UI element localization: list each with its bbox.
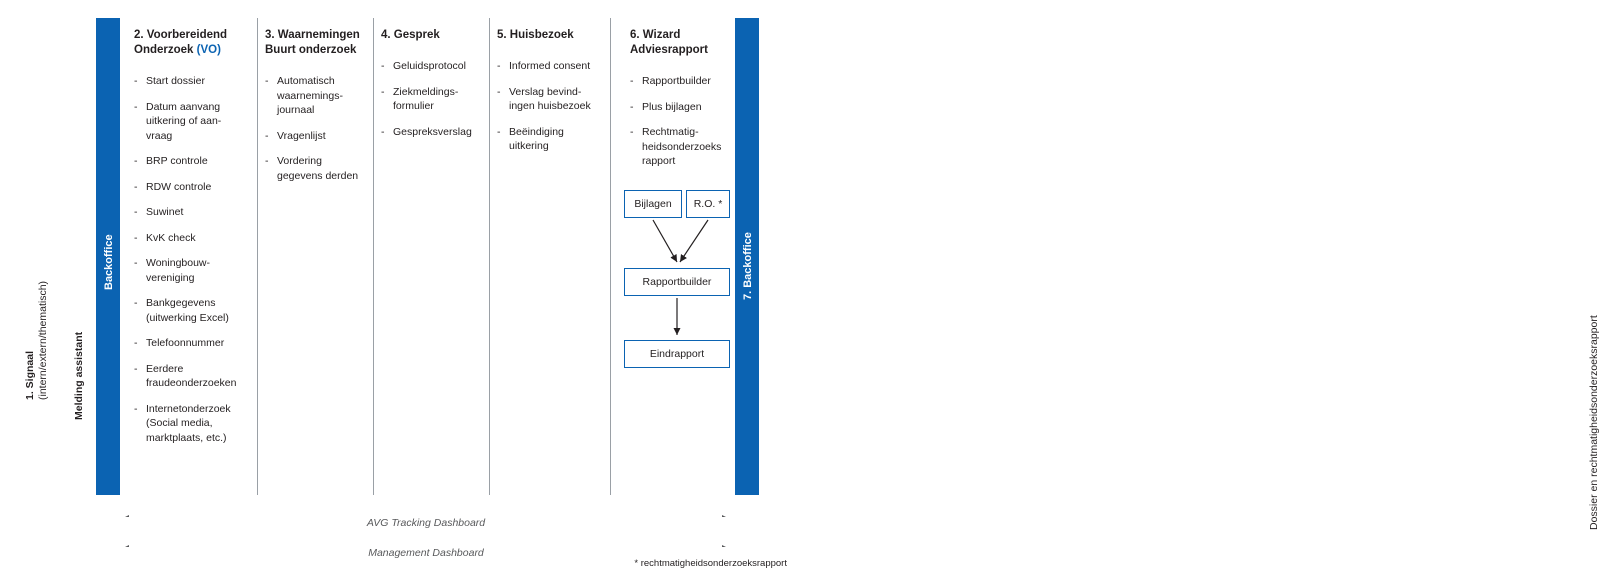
column-title-line2: Onderzoek <box>134 44 194 56</box>
list-item: - KvK check <box>134 231 246 246</box>
list-item: - Informed consent <box>497 59 605 74</box>
signal-label-group <box>10 170 90 430</box>
column-title <box>134 28 246 58</box>
list-item: - Beëindiging uitkering <box>497 125 605 154</box>
list-item: - Datum aanvang uitkering of aan-vraag <box>134 100 246 144</box>
backoffice-left-bar-label: Backoffice <box>103 234 115 290</box>
list-item: - Eerdere fraudeonderzoeken <box>134 362 246 391</box>
column-title-accent: (VO) <box>196 44 221 56</box>
melding-assistant-label: Melding assistant <box>73 331 85 420</box>
signal-title: 1. Signaal <box>24 350 36 400</box>
list-item: - Plus bijlagen <box>630 100 730 115</box>
column-title <box>381 28 485 43</box>
dashboard-label: AVG Tracking Dashboard <box>118 517 734 529</box>
column-title <box>630 28 730 58</box>
column-title-line1: 5. Huisbezoek <box>497 29 574 41</box>
column-title-line2: Adviesrapport <box>630 44 708 56</box>
list-item: - BRP controle <box>134 154 246 169</box>
flow-node-eindrapport[interactable]: Eindrapport <box>624 340 730 368</box>
list-item: - Automatisch waarnemings-journaal <box>265 74 369 118</box>
list-item: - Start dossier <box>134 74 246 89</box>
flow-node-ro[interactable]: R.O. * <box>686 190 730 218</box>
column-item-list <box>134 74 246 445</box>
list-item: - Ziekmeldings-formulier <box>381 85 485 114</box>
list-item: - Geluidsprotocol <box>381 59 485 74</box>
column-separator-1 <box>257 18 258 495</box>
list-item: - Vordering gegevens derden <box>265 154 369 183</box>
backoffice-right-bar-label: 7. Backoffice <box>742 232 754 300</box>
column-item-list <box>265 74 369 183</box>
flow-node-rapportbuilder[interactable]: Rapportbuilder <box>624 268 730 296</box>
column-title-line2: Buurt onderzoek <box>265 44 357 56</box>
list-item: - Rapportbuilder <box>630 74 730 89</box>
list-item: - Internetonderzoek (Social media, marktplaats, etc.) <box>134 402 246 446</box>
column-item-list <box>497 59 605 154</box>
list-item: - Rechtmatig-heidsonderzoeks rapport <box>630 125 730 169</box>
list-item: - Vragenlijst <box>265 129 369 144</box>
column-title-line1: 6. Wizard <box>630 29 681 41</box>
column-title-line1: 2. Voorbereidend <box>134 29 228 41</box>
dashboard-label: Management Dashboard <box>118 547 734 559</box>
column-item-list <box>630 74 730 169</box>
footnote: * rechtmatigheidsonderzoeksrapport <box>634 558 787 569</box>
column-wizard-adviesrapport <box>630 28 730 180</box>
column-title-line1: 4. Gesprek <box>381 29 440 41</box>
avg-tracking-dashboard-row <box>118 508 734 534</box>
column-separator-2 <box>373 18 374 495</box>
column-waarnemingen-buurtonderzoek <box>265 28 369 194</box>
list-item: - Woningbouw-vereniging <box>134 256 246 285</box>
list-item: - Gespreksverslag <box>381 125 485 140</box>
dossier-rapport-label: Dossier en rechtmatigheidsonderzoeksrapport <box>1588 315 1600 530</box>
column-gesprek <box>381 28 485 150</box>
column-huisbezoek <box>497 28 605 165</box>
signal-subtitle: (intern/extern/thematisch) <box>37 280 49 400</box>
flow-arrows <box>600 180 760 380</box>
column-title <box>265 28 369 58</box>
column-separator-3 <box>489 18 490 495</box>
column-voorbereidend-onderzoek <box>134 28 246 456</box>
flow-node-bijlagen[interactable]: Bijlagen <box>624 190 682 218</box>
column-title <box>497 28 605 43</box>
column-title-line1: 3. Waarnemingen <box>265 29 360 41</box>
list-item: - Suwinet <box>134 205 246 220</box>
list-item: - Verslag bevind-ingen huisbezoek <box>497 85 605 114</box>
list-item: - RDW controle <box>134 180 246 195</box>
list-item: - Bankgegevens (uitwerking Excel) <box>134 296 246 325</box>
column-item-list <box>381 59 485 139</box>
list-item: - Telefoonnummer <box>134 336 246 351</box>
